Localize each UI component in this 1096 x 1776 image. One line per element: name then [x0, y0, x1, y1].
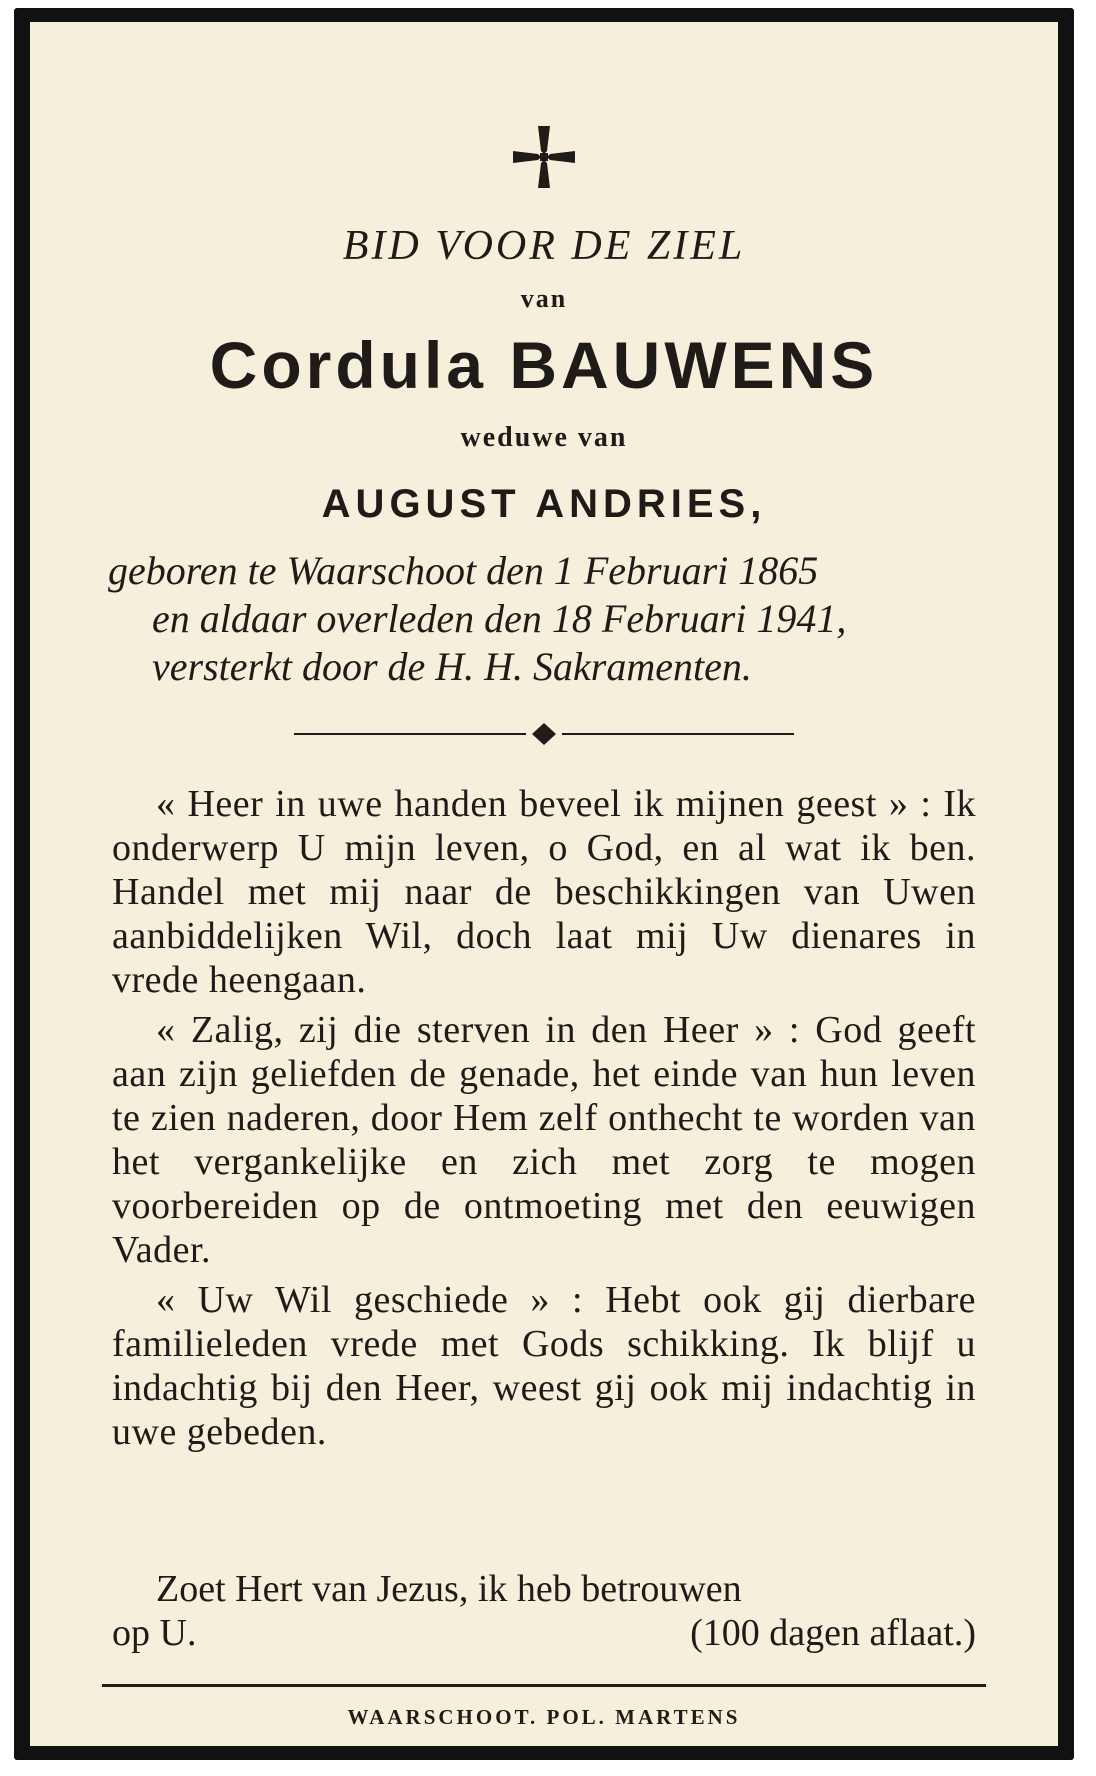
diamond-divider [294, 722, 794, 746]
paragraph-3: « Uw Wil geschiede » : Hebt ook gij dierbare familieleden vrede met Gods schikking. Ik blijf u indachtig bij den Heer, weest gij ook mij indachtig in uwe gebeden. [112, 1279, 976, 1453]
printer-credit: WAARSCHOOT. POL. MARTENS [347, 1705, 741, 1729]
death-line: en aldaar overleden den 18 Februari 1941, [152, 596, 847, 641]
deceased-name: Cordula BAUWENS [209, 328, 879, 402]
prayer-line-2 [112, 1611, 976, 1655]
prayer-line-2-left: op U. [112, 1612, 197, 1654]
indulgence-note: (100 dagen aflaat.) [690, 1612, 976, 1654]
life-dates [108, 547, 998, 691]
bottom-rule [102, 1684, 986, 1687]
prayer-text [112, 782, 976, 1460]
van-label: van [520, 284, 568, 313]
paragraph-2: « Zalig, zij die sterven in den Heer » : God geeft aan zijn geliefden de genade, het einde van hun leven te zien naderen, door Hem zelf onthecht te worden van het vergankelijke en zich met zorg te mogen voorbereiden op de ontmoeting met den eeuwigen Vader. [112, 1009, 976, 1271]
husband-name: AUGUST ANDRIES, [321, 482, 767, 526]
card-paper [30, 22, 1058, 1746]
widow-of-label: weduwe van [460, 422, 628, 453]
sacraments-line: versterkt door de H. H. Sakramenten. [152, 644, 752, 689]
heading-pray-for-soul: BID VOOR DE ZIEL [342, 223, 746, 269]
paragraph-1: « Heer in uwe handen beveel ik mijnen geest » : Ik onderwerp U mijn leven, o God, en al wat ik ben. Handel met mij naar de beschikkingen van Uwen aanbiddelijken Wil, doch laat mij Uw dienares in vrede heengaan. [112, 783, 976, 1001]
memorial-card [14, 8, 1074, 1760]
birth-line: geboren te Waarschoot den 1 Februari 1865 [108, 548, 819, 593]
prayer-line-1: Zoet Hert van Jezus, ik heb betrouwen [156, 1568, 742, 1610]
indulgence-prayer [112, 1567, 976, 1655]
cross-pattee-icon [509, 122, 579, 192]
